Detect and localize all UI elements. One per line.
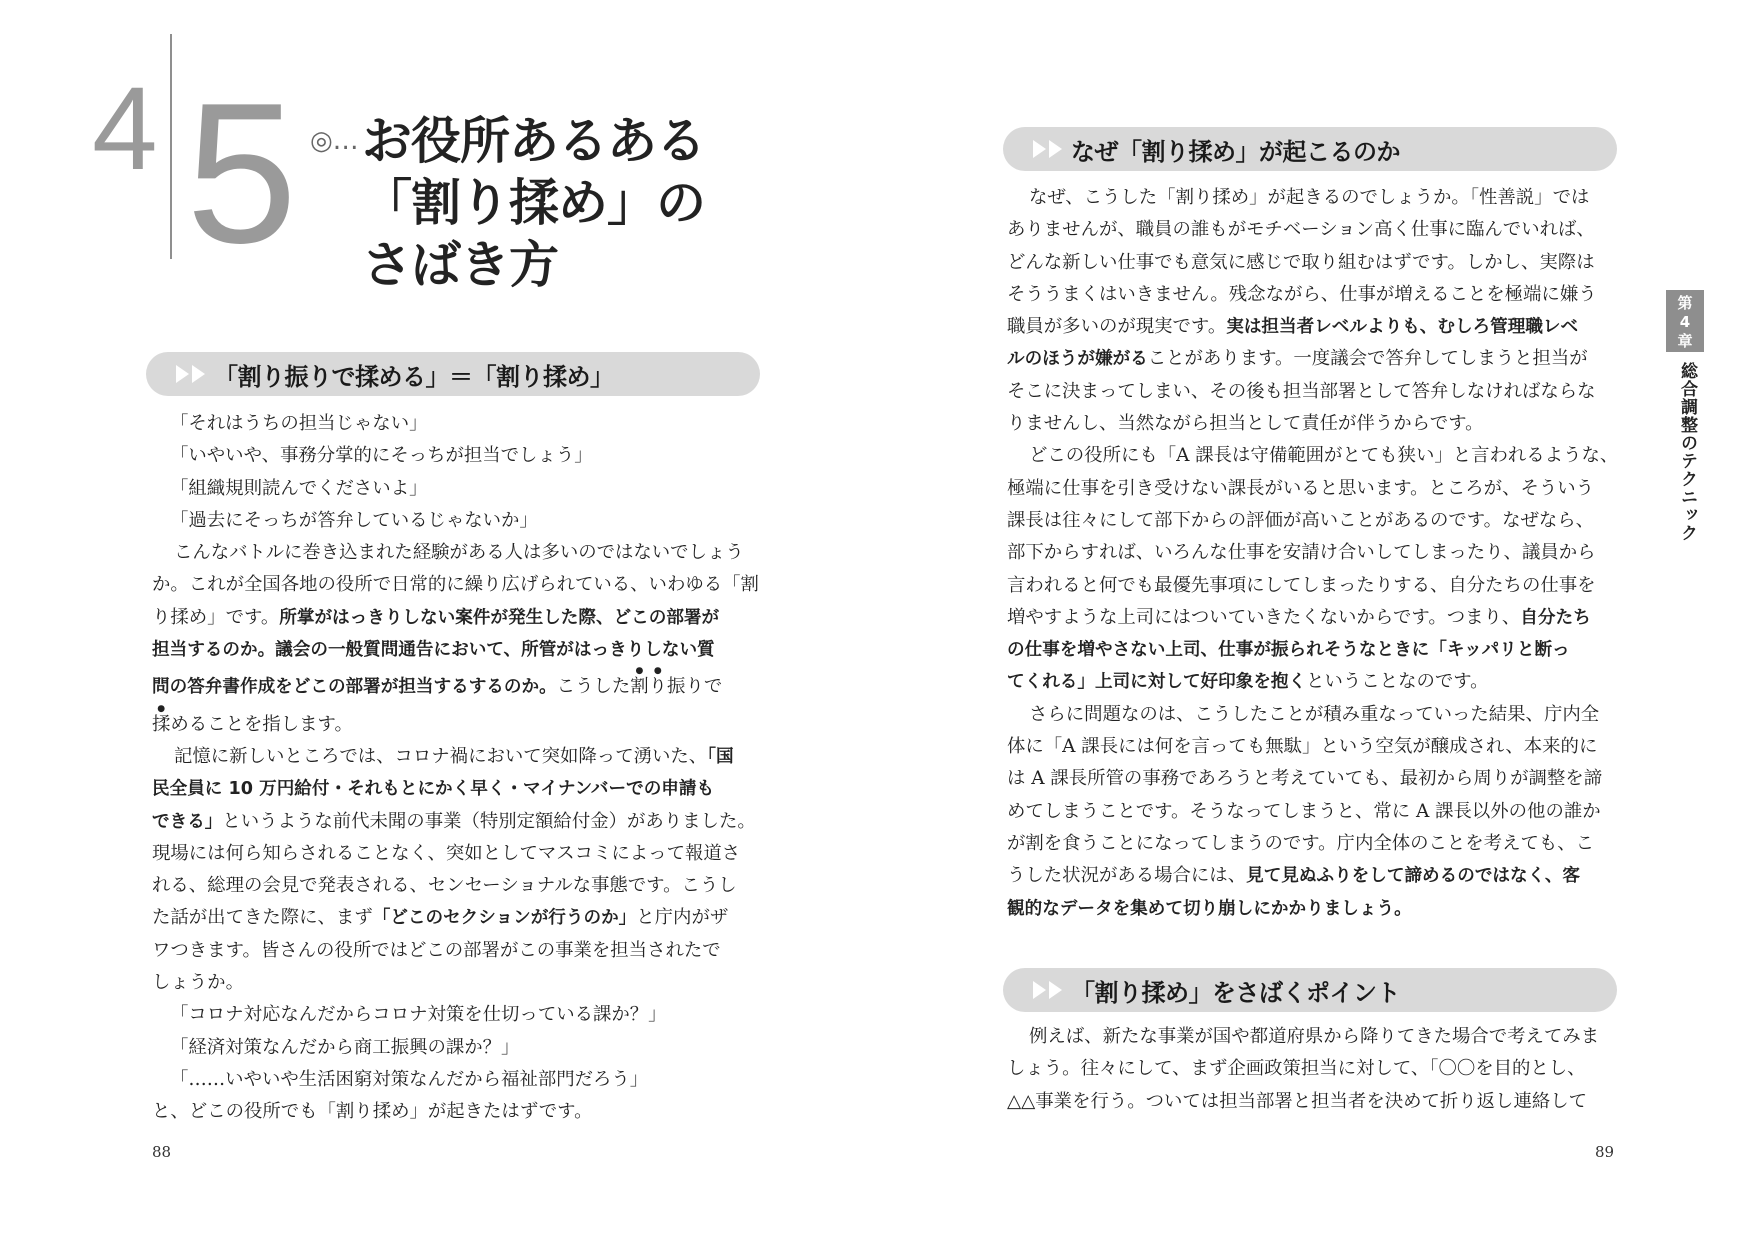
bold-run: できる」 [152,811,223,832]
right-body-text [1007,182,1618,925]
body-line [152,741,759,773]
body-line [1007,893,1618,925]
chapter-name: 総合調整のテクニック [1677,362,1697,542]
body-line: 部下からすれば、いろんな仕事を安請け合いしてしまったり、議員から [1007,542,1596,564]
body-line [1007,602,1618,634]
emphasis-run: 揉 [152,713,171,735]
title-line-2: 「割り揉め」の [362,174,705,232]
text-run: ということなのです。 [1306,671,1489,693]
text-run: 記憶に新しいところでは、コロナ禍において突如降って湧いた、 [174,745,708,767]
body-line: そこに決まってしまい、その後も担当部署として答弁しなければならな [1007,380,1596,402]
body-line: ありませんが、職員の誰もがモチベーション高く仕事に臨んでいれば、 [1007,219,1595,241]
text-run: というような前代未聞の事業（特別定額給付金）がありました。 [222,810,756,832]
body-line [152,704,759,741]
body-line: しょうか。 [152,972,244,994]
quote-line: 「それはうちの担当じゃない」 [170,413,428,434]
quote-line: 「……いやいや生活困窮対策なんだから福祉部門だろう」 [170,1068,649,1090]
section-heading-2 [1003,127,1617,171]
section-number: 5 [186,62,298,285]
page-title [362,110,705,296]
chapter-tab-line-1: 第 [1677,294,1693,312]
bold-run: てくれる」上司に対して好印象を抱く [1007,672,1307,693]
text-run: 職員が多いのが現実です。 [1007,316,1227,338]
text-run: 振りで [667,676,723,698]
body-line: れる、総理の会見で発表される、センセーショナルな事態です。こうし [152,875,737,897]
number-divider [170,34,172,259]
bold-run: 観的なデータを集めて切り崩しにかかりましょう。 [1007,898,1412,919]
text-run: と庁内がザ [636,907,729,929]
bold-run: ルのほうが嫌がる [1007,349,1148,370]
body-line: は A 課長所管の事務であろうと考えていても、最初から周りが調整を諦 [1007,768,1603,790]
triangle-icon [1033,981,1046,999]
body-line: そううまくはいきません。残念ながら、仕事が増えることを極端に嫌う [1007,283,1597,305]
page-number-right: 89 [1595,1143,1615,1161]
text-run: こうした [556,676,631,698]
text-run: うした状況がある場合には、 [1007,865,1247,887]
body-line: 課長は往々にして部下からの評価が高いことがあるのです。なぜなら、 [1007,509,1595,531]
quote-line: 「経済対策なんだから商工振興の課か？」 [170,1036,520,1058]
bold-run: の仕事を増やさない上司、仕事が振られそうなときに「キッパリと断っ [1007,640,1570,661]
bold-run: 民全員に 10 万円給付・それもとにかく早く・マイナンバーでの申請も [152,779,715,800]
body-line: こんなバトルに巻き込まれた経験がある人は多いのではないでしょう [174,542,744,564]
body-line [1007,311,1618,343]
quote-line: 「組織規則読んでくださいよ」 [170,477,428,499]
bold-run: 見て見ぬふりをして諦めるのではなく、客 [1246,866,1581,887]
bold-run: 問の答弁書作成をどこの部署が担当するするのか。 [152,677,557,698]
body-line: 極端に仕事を引き受けない課長がいると思います。ところが、そういう [1007,477,1595,499]
chapter-tab-line-2: 4 [1679,313,1691,331]
body-line: と、どこの役所でも「割り揉め」が起きたはずです。 [152,1101,593,1123]
section-heading-3-label: 「割り揉め」をさばくポイント [1071,978,1400,1007]
bold-run: 「国 [707,746,734,767]
title-line-1: お役所あるある [362,112,705,170]
body-line: めてしまうことです。そうなってしまうと、常に A 課長以外の他の誰か [1007,800,1601,822]
body-line: 言われると何でも最優先事項にしてしまったりする、自分たちの仕事を [1007,574,1596,596]
triangle-icon [1049,981,1062,999]
chapter-tab-line-3: 章 [1677,332,1693,350]
bold-run: 担当するのか。議会の一般質問通告において、所管がはっきりしない質 [152,640,715,661]
body-line: さらに問題なのは、こうしたことが積み重なっていった結果、庁内全 [1029,703,1600,725]
body-line: りませんし、当然ながら担当として責任が伴うからです。 [1007,413,1484,435]
body-line: 体に「A 課長には何を言っても無駄」という空気が醸成され、本来的に [1007,736,1598,758]
body-line [152,666,759,703]
body-line: △△事業を行う。ついては担当部署と担当者を決めて折り返し連絡して [1007,1090,1588,1112]
right-body-text-2 [1007,1021,1599,1118]
section-heading-1 [146,352,760,396]
chapter-tab [1666,290,1704,352]
body-line: ワつきます。皆さんの役所ではどこの部署がこの事業を担当されたで [152,939,721,961]
body-line: が割を食うことになってしまうのです。庁内全体のことを考えても、こ [1007,832,1595,854]
bold-run: 所掌がはっきりしない案件が発生した際、どこの部署が [279,607,720,628]
body-line: なぜ、こうした「割り揉め」が起きるのでしょうか。「性善説」では [1029,187,1590,208]
body-line [1007,860,1618,892]
left-body-text [152,408,759,1129]
body-line [1007,634,1618,666]
triangle-icon [176,365,189,383]
page-number: 88 [152,1143,172,1161]
text-run: た話が出てきた際に、まず [152,907,373,929]
text-run: ことがあります。一度議会で答弁してしまうと担当が [1147,348,1588,370]
bold-run: 「どこのセクションが行うのか」 [372,908,637,929]
bold-run: 実は担当者レベルよりも、むしろ管理職レベ [1226,317,1579,338]
text-run: 増やすような上司にはついていきたくないからです。つまり、 [1007,606,1521,628]
body-line [1007,666,1618,698]
triangle-icon [1033,140,1046,158]
body-line: どこの役所にも「A 課長は守備範囲がとても狭い」と言われるような、 [1029,445,1619,467]
triangle-icon [192,365,205,383]
body-line [1007,343,1618,375]
emphasis-run: 割り [630,676,668,698]
body-line [152,902,759,934]
section-heading-1-label: 「割り振りで揉める」＝「割り揉め」 [214,362,614,391]
title-line-3: さばき方 [362,236,558,294]
quote-line: 「コロナ対応なんだからコロナ対策を仕切っている課か？」 [170,1004,667,1026]
quote-line: 「過去にそっちが答弁しているじゃないか」 [170,509,538,531]
body-line: 例えば、新たな事業が国や都道府県から降りてきた場合で考えてみま [1029,1026,1600,1047]
body-line [152,634,759,666]
body-line: しょう。往々にして、まず企画政策担当に対して、「〇〇を目的とし、 [1007,1058,1586,1080]
quote-line: 「いやいや、事務分掌的にそっちが担当でしょう」 [170,445,593,467]
section-heading-3 [1003,968,1617,1012]
body-line: か。これが全国各地の役所で日常的に繰り広げられている、いわゆる「割 [152,574,759,596]
chapter-number: 4 [92,63,158,195]
body-line [152,773,759,805]
text-run: り揉め」です。 [152,606,280,628]
body-line [152,806,759,838]
body-line [152,602,759,634]
section-heading-2-label: なぜ「割り揉め」が起こるのか [1071,137,1400,166]
text-run: めることを指します。 [170,713,353,735]
body-line: どんな新しい仕事でも意気に感じで取り組むはずです。しかし、実際は [1007,251,1595,273]
triangle-icon [1049,140,1062,158]
bold-run: 自分たち [1520,607,1591,628]
body-line: 現場には何ら知らされることなく、突如としてマスコミによって報道さ [152,842,741,864]
title-mark: ◎… [310,126,359,156]
